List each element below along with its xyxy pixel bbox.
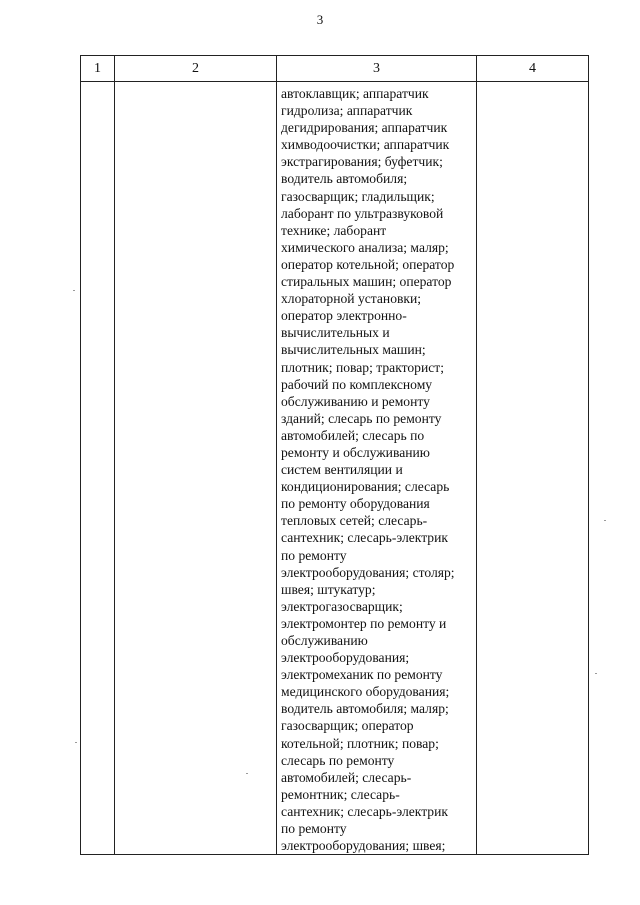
text-line: кондиционирования; слесарь bbox=[281, 479, 450, 495]
column-number-3: 3 bbox=[277, 56, 477, 82]
text-line: технике; лаборант bbox=[281, 222, 387, 238]
cell-col-1 bbox=[81, 82, 115, 855]
text-line: химического анализа; маляр; bbox=[281, 239, 449, 255]
text-line: по ремонту оборудования bbox=[281, 496, 430, 512]
cell-col-3 bbox=[277, 82, 477, 855]
scan-speck bbox=[604, 520, 606, 521]
column-number-4: 4 bbox=[477, 56, 589, 82]
column-number-1: 1 bbox=[81, 56, 115, 82]
text-line: гидролиза; аппаратчик bbox=[281, 103, 413, 119]
column-number-2: 2 bbox=[115, 56, 277, 82]
profession-list bbox=[277, 82, 476, 854]
text-line: тепловых сетей; слесарь- bbox=[281, 513, 428, 529]
table-row bbox=[81, 82, 589, 855]
text-line: котельной; плотник; повар; bbox=[281, 735, 439, 751]
text-line: лаборант по ультразвуковой bbox=[281, 205, 444, 221]
text-line: водитель автомобиля; маляр; bbox=[281, 701, 449, 717]
table-header-row bbox=[81, 56, 589, 82]
text-line: газосварщик; гладильщик; bbox=[281, 188, 435, 204]
scan-speck bbox=[73, 290, 75, 291]
text-line: сантехник; слесарь-электрик bbox=[281, 530, 448, 546]
cell-col-4 bbox=[477, 82, 589, 855]
text-line: рабочий по комплексному bbox=[281, 376, 433, 392]
text-line: экстрагирования; буфетчик; bbox=[281, 154, 443, 170]
text-line: по ремонту bbox=[281, 821, 347, 837]
scan-speck bbox=[75, 742, 77, 743]
text-line: электрооборудования; швея; bbox=[281, 838, 446, 854]
text-line: водитель автомобиля; bbox=[281, 171, 408, 187]
text-line: обслуживанию и ремонту bbox=[281, 393, 430, 409]
page-number: 3 bbox=[316, 12, 324, 27]
text-line: зданий; слесарь по ремонту bbox=[281, 410, 442, 426]
text-line: плотник; повар; тракторист; bbox=[281, 359, 445, 375]
text-line: автомобилей; слесарь по bbox=[281, 427, 425, 443]
text-line: ремонтник; слесарь- bbox=[281, 786, 400, 802]
text-line: сантехник; слесарь-электрик bbox=[281, 803, 448, 819]
text-line: обслуживанию bbox=[281, 633, 368, 648]
document-table bbox=[80, 55, 589, 855]
text-line: автомобилей; слесарь- bbox=[281, 769, 412, 785]
text-line: слесарь по ремонту bbox=[281, 752, 395, 768]
text-line: медицинского оборудования; bbox=[281, 684, 450, 700]
text-line: стиральных машин; оператор bbox=[281, 274, 452, 290]
text-line: автоклавщик; аппаратчик bbox=[281, 86, 429, 101]
text-line: по ремонту bbox=[281, 547, 347, 563]
text-line: хлораторной установки; bbox=[281, 291, 422, 307]
cell-col-2 bbox=[115, 82, 277, 855]
text-line: систем вентиляции и bbox=[281, 462, 403, 478]
scan-speck bbox=[595, 673, 597, 674]
text-line: электрооборудования; bbox=[281, 650, 410, 666]
text-line: электрогазосварщик; bbox=[281, 598, 403, 614]
text-line: электромеханик по ремонту bbox=[281, 667, 443, 683]
text-line: вычислительных и bbox=[281, 325, 390, 341]
text-line: швея; штукатур; bbox=[281, 581, 376, 597]
text-line: газосварщик; оператор bbox=[281, 718, 414, 734]
text-line: электрооборудования; столяр; bbox=[281, 564, 455, 580]
text-line: оператор котельной; оператор bbox=[281, 256, 455, 272]
text-line: электромонтер по ремонту и bbox=[281, 615, 447, 631]
text-line: химводоочистки; аппаратчик bbox=[281, 137, 450, 153]
text-line: вычислительных машин; bbox=[281, 342, 426, 358]
text-line: ремонту и обслуживанию bbox=[281, 444, 430, 460]
text-line: оператор электронно- bbox=[281, 308, 407, 324]
text-line: дегидрирования; аппаратчик bbox=[281, 120, 448, 136]
scan-speck bbox=[246, 773, 248, 774]
